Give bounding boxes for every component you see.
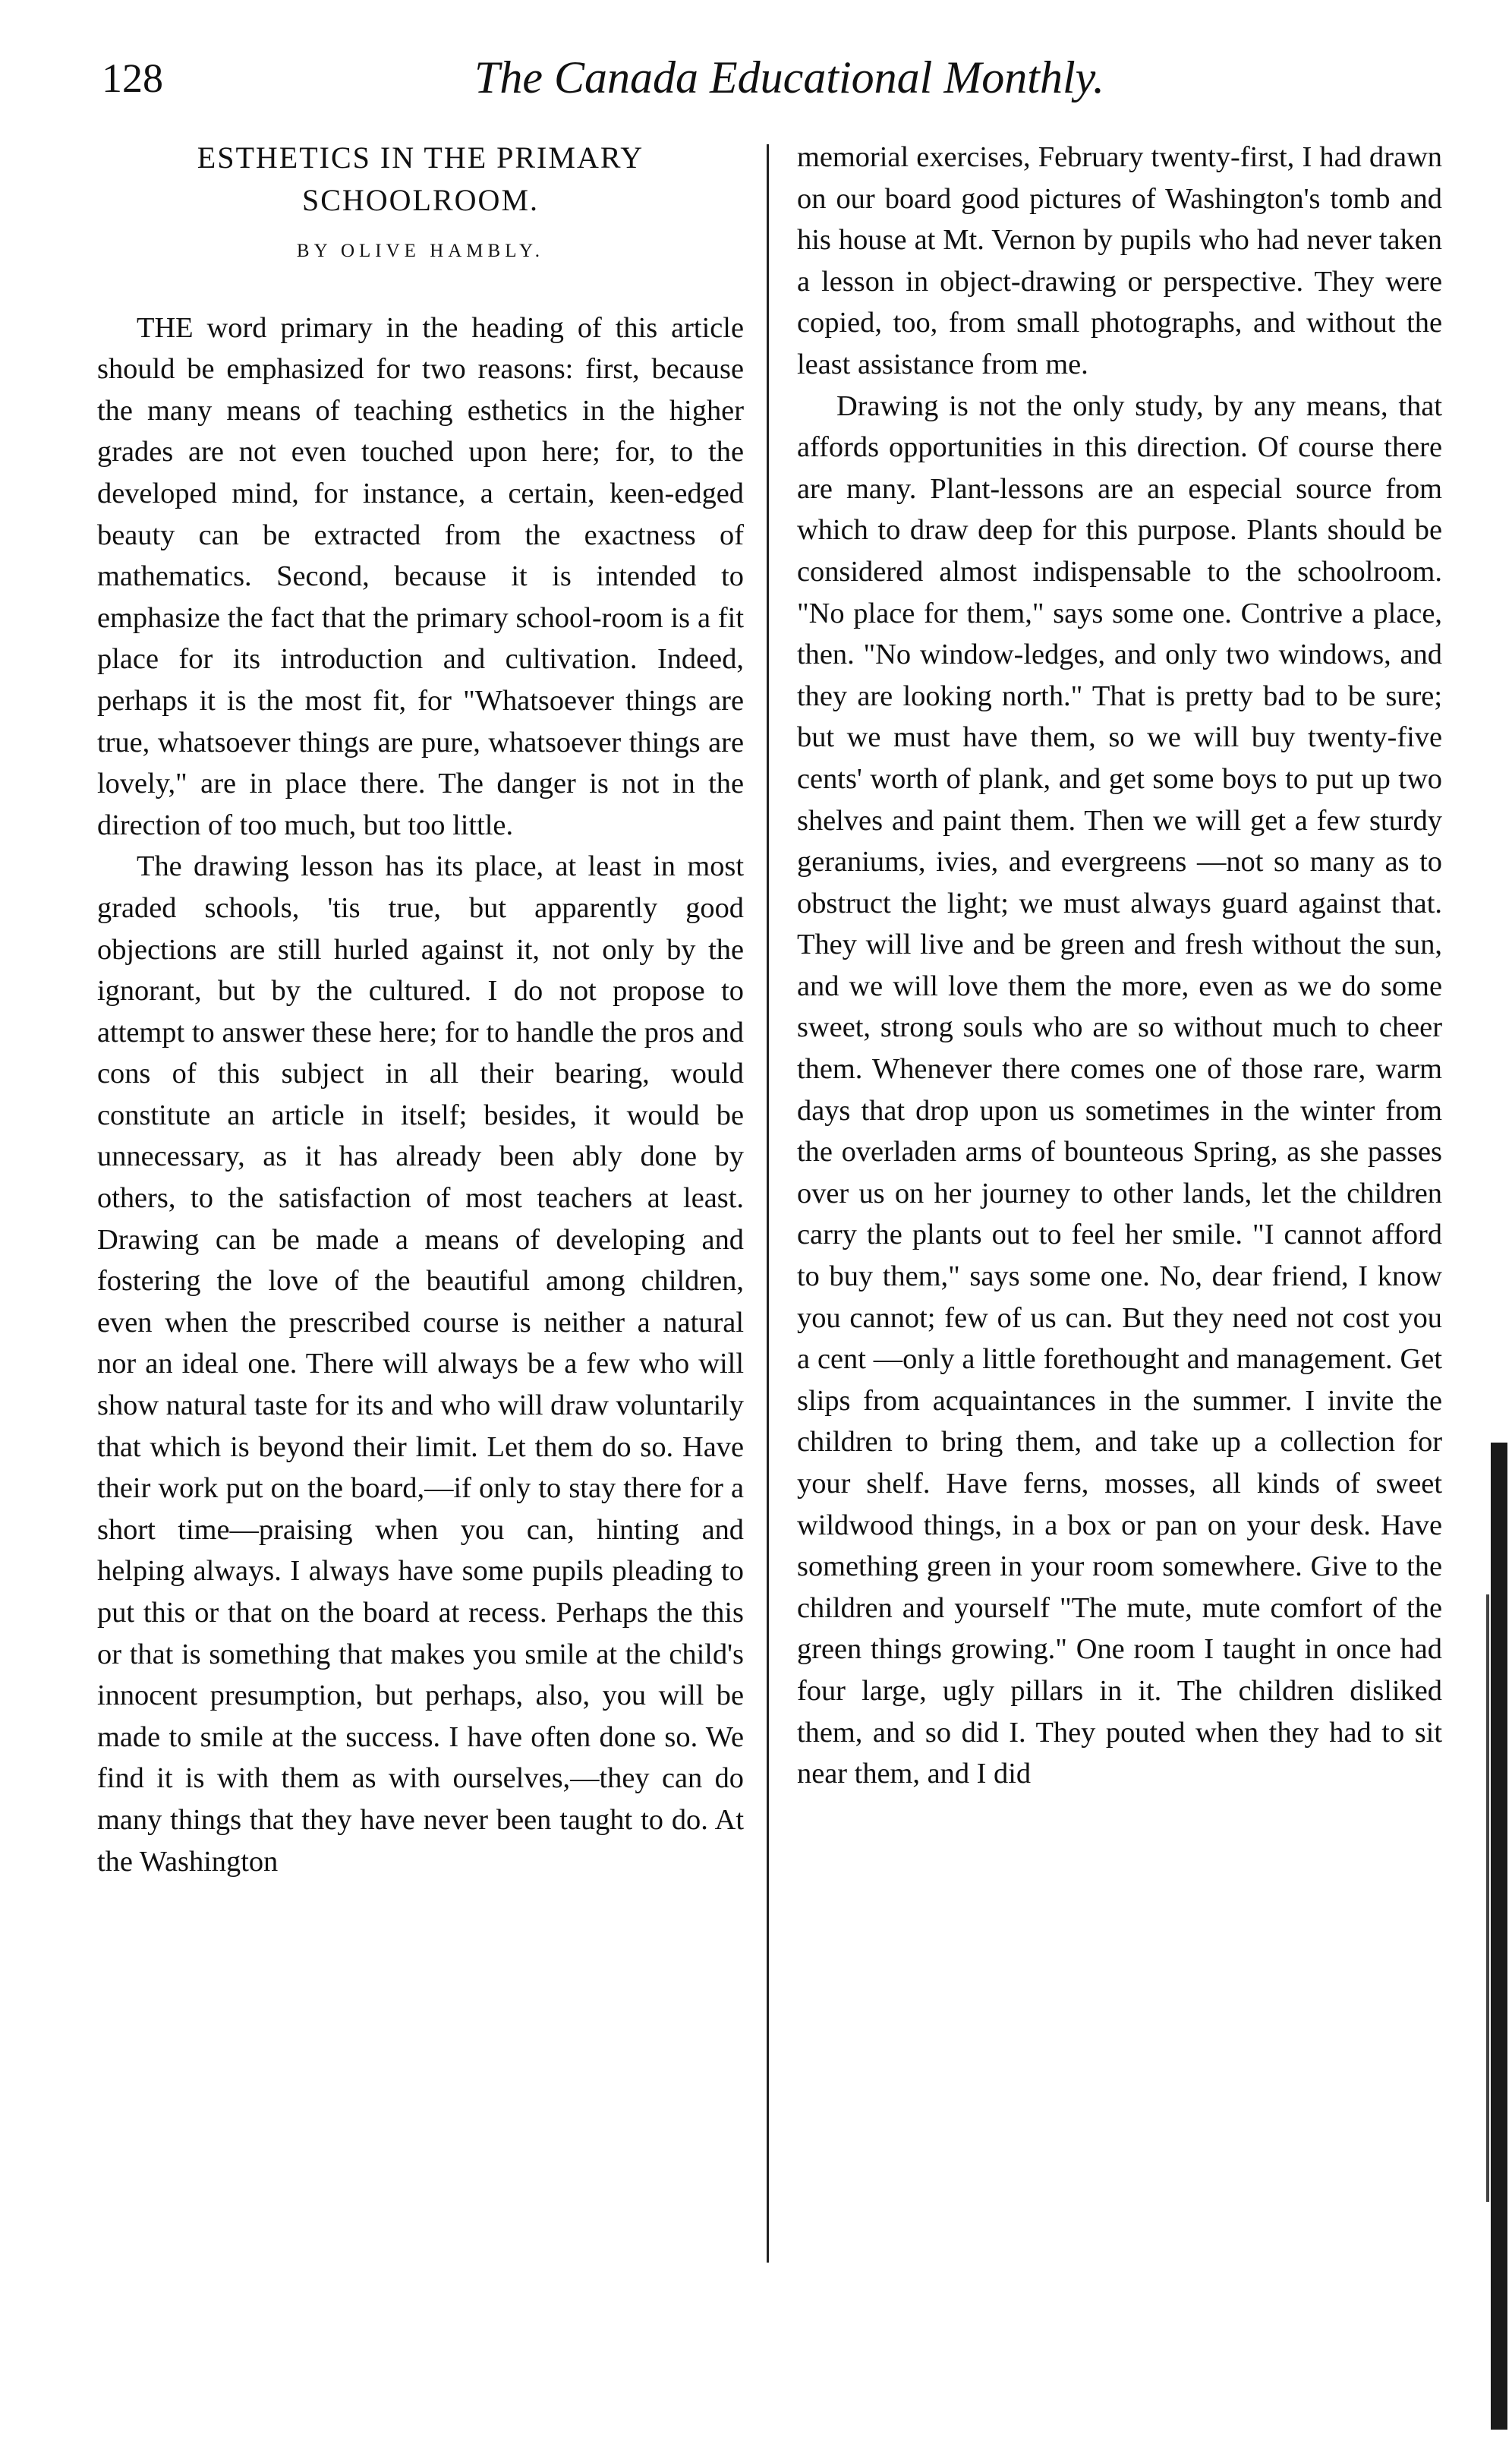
right-column [797,137,1442,1795]
page-header [91,47,1442,115]
article-title: ESTHETICS IN THE PRIMARY SCHOOLROOM. [197,140,644,217]
paragraph: The drawing lesson has its place, at least in most graded schools, 'tis true, but apparently good objections are still hurled against it, not only by the ignorant, but by the cultured. I do not propose to attempt to answer these here; for to handle the pros and cons of this subject in all their bearing, would constitute an article in itself; besides, it would be unnecessary, as it has already been ably done by others, to the satisfaction of most teachers at least. Drawing can be made a means of developing and fostering the love of the beautiful among children, even when the prescribed course is neither a natural nor an ideal one. There will always be a few who will show natural taste for its and who will draw voluntarily that which is beyond their limit. Let them do so. Have their work put on the board,—if only to stay there for a short time—praising when you can, hinting and helping always. I always have some pupils pleading to put this or that on the board at recess. Perhaps the this or that is something that makes you smile at the child's innocent presumption, but perhaps, also, you will be made to smile at the success. I have often done so. We find it is with them as with ourselves,—they can do many things that they have never been taught to do. At the Washington [97,850,744,1878]
paragraph: THE word primary in the heading of this article should be emphasized for two reasons: first, because the many means of teaching esthetics in the higher grades are not even touched upon here; for, to the developed mind, for instance, a certain, keen-edged beauty can be extracted from the exactness of mathematics. Second, because it is intended to emphasize the fact that the primary school-room is a fit place for its introduction and cultivation. Indeed, perhaps it is the most fit, for "Whatsoever things are true, whatsoever things are pure, whatsoever things are lovely," are in place there. The danger is not in the direction of too much, but too little. [97,311,744,841]
column-divider [767,144,769,2263]
left-column [97,137,744,1882]
paragraph-continued: memorial exercises, February twenty-first, I had drawn on our board good pictures of Washington's tomb and his house at Mt. Vernon by pupils who had never taken a lesson in object-drawing or perspective. They were copied, too, from small photographs, and without the least assistance from me. [797,141,1442,380]
journal-title: The Canada Educational Monthly. [474,52,1104,102]
page-number: 128 [102,55,163,101]
paragraph: Drawing is not the only study, by any means, that affords opportunities in this direction. Of course there are many. Plant-lessons are an especial source from which to draw deep for this purpose. Plants should be considered almost indispensable to the schoolroom. "No place for them," says some one. Contrive a place, then. "No window-ledges, and only two windows, and they are looking north." That is pretty bad to be sure; but we must have them, so we will buy twenty-five cents' worth of plank, and get some boys to put up two shelves and paint them. Then we will get a few sturdy geraniums, ivies, and evergreens —not so many as to obstruct the light; we must always guard against that. They will live and be green and fresh without the sun, and we will love them the more, even as we do some sweet, strong souls who are so without much to cheer them. Whenever there comes one of those rare, warm days that drop upon us sometimes in the winter from the overladen arms of bounteous Spring, as she passes over us on her journey to other lands, let the children carry the plants out to feel her smile. "I cannot afford to buy them," says some one. No, dear friend, I know you cannot; few of us can. But they need not cost you a cent —only a little forethought and management. Get slips from acquaintances in the summer. I invite the children to bring them, and take up a collection for your shelf. Have ferns, mosses, all kinds of sweet wildwood things, in a box or pan on your desk. Have something green in your room somewhere. Give to the children and yourself "The mute, mute comfort of the green things growing." One room I taught in once had four large, ugly pillars in it. The children disliked them, and so did I. They pouted when they had to sit near them, and I did [797,389,1442,1790]
scan-binding-line [1486,1594,1489,2202]
article-byline: BY OLIVE HAMBLY. [296,241,545,261]
scan-binding-edge [1491,1443,1507,2430]
